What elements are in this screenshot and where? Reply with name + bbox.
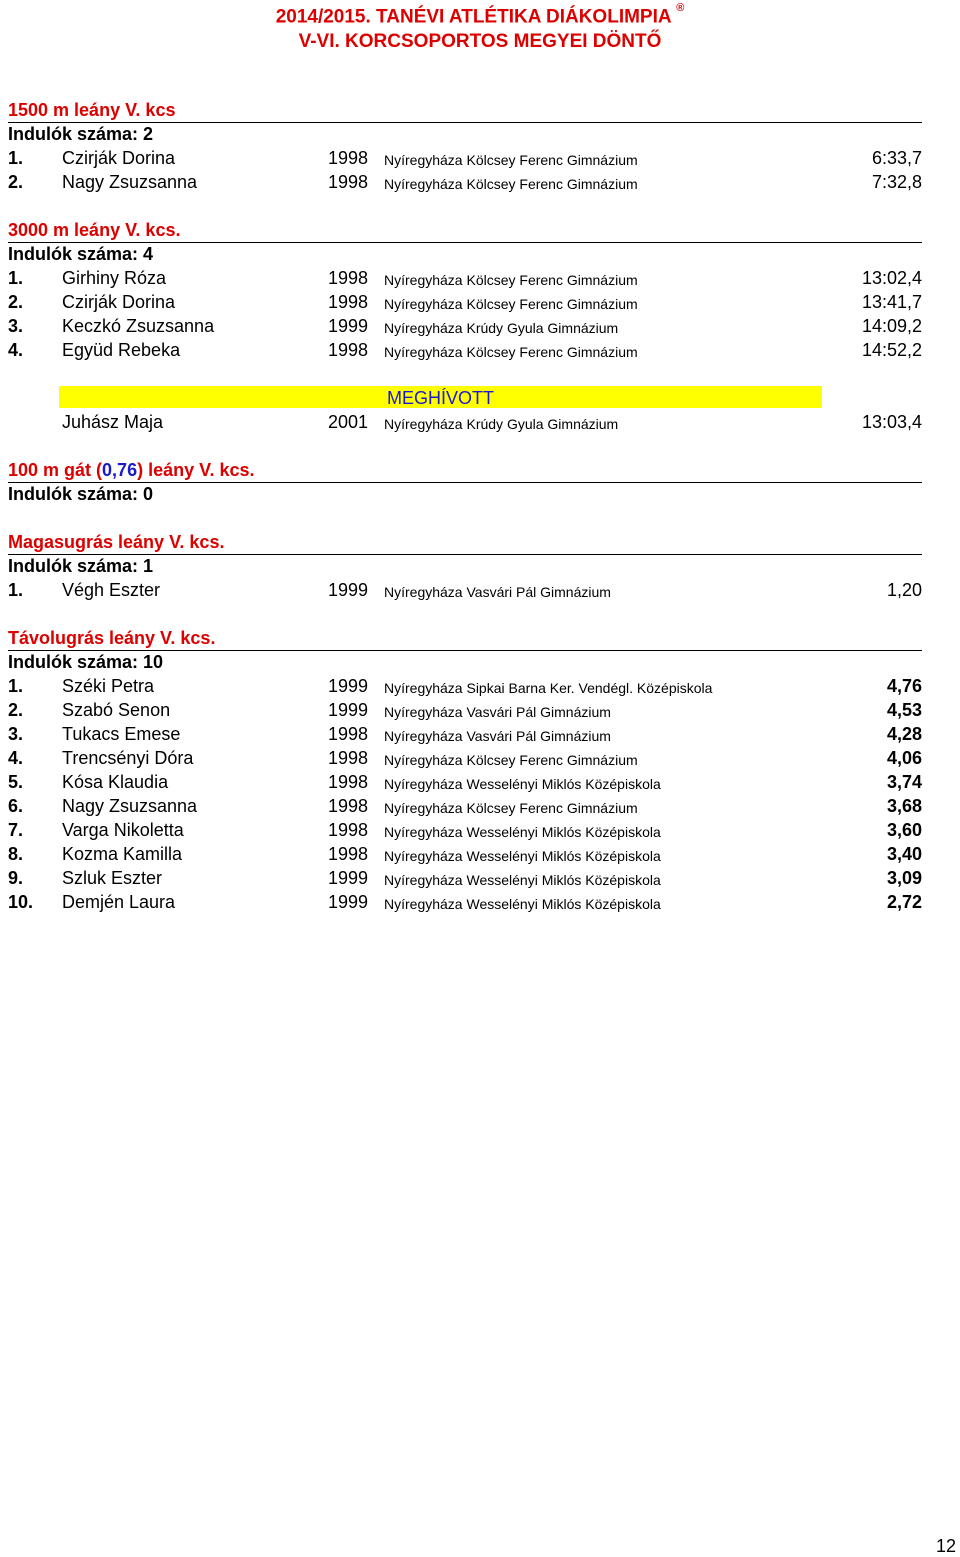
birth-year: 1998 [328,796,369,816]
rank-number: 2. [8,172,24,192]
result-value: 4,28 [886,724,922,744]
entrant-count: Indulók száma: 4 [8,242,922,266]
section-1500m [8,98,922,194]
athlete-name: Együd Rebeka [62,340,181,360]
result-row [8,866,922,890]
athlete-name: Keczkó Zsuzsanna [62,316,215,336]
school-name: Nyíregyháza Wesselényi Miklós Középiskola [384,872,661,888]
school-name: Nyíregyháza Vasvári Pál Gimnázium [384,704,611,720]
result-value: 4,53 [886,700,922,720]
entrant-count: Indulók száma: 1 [8,554,922,578]
section-title: 3000 m leány V. kcs. [8,220,181,240]
birth-year: 1998 [328,844,369,864]
birth-year: 1999 [328,892,369,912]
section-long-jump [8,626,922,914]
athlete-name: Tukacs Emese [62,724,181,744]
athlete-name: Nagy Zsuzsanna [62,172,198,192]
result-value: 1,20 [886,580,922,600]
result-row [8,578,922,602]
result-row [8,722,922,746]
result-value: 3,40 [886,844,922,864]
result-row [8,674,922,698]
result-value: 3,68 [886,796,922,816]
rank-number: 2. [8,292,24,312]
result-row [8,266,922,290]
invited-banner: MEGHÍVOTT [59,386,822,408]
hurdle-height: 0,76 [102,460,138,480]
rank-number: 4. [8,340,24,360]
result-value: 14:52,2 [861,340,922,360]
birth-year: 1998 [328,820,369,840]
school-name: Nyíregyháza Sipkai Barna Ker. Vendégl. Középiskola [384,680,713,696]
birth-year: 2001 [328,412,369,432]
birth-year: 1998 [328,148,369,168]
entrant-count: Indulók száma: 2 [8,122,922,146]
result-row [8,818,922,842]
rank-number: 4. [8,748,24,768]
birth-year: 1998 [328,292,369,312]
athlete-name: Nagy Zsuzsanna [62,796,198,816]
birth-year: 1998 [328,772,369,792]
rank-number: 2. [8,700,24,720]
result-row [8,314,922,338]
athlete-name: Demjén Laura [62,892,176,912]
rank-number: 9. [8,868,24,888]
school-name: Nyíregyháza Kölcsey Ferenc Gimnázium [384,152,638,168]
entrant-count: Indulók száma: 10 [8,650,922,674]
athlete-name: Végh Eszter [62,580,161,600]
rank-number: 1. [8,148,24,168]
result-row [8,890,922,914]
section-100m-hurdles [8,458,922,506]
result-row [8,746,922,770]
birth-year: 1998 [328,724,369,744]
result-value: 13:02,4 [861,268,922,288]
birth-year: 1998 [328,172,369,192]
school-name: Nyíregyháza Kölcsey Ferenc Gimnázium [384,752,638,768]
birth-year: 1999 [328,676,369,696]
school-name: Nyíregyháza Wesselényi Miklós Középiskola [384,848,661,864]
school-name: Nyíregyháza Vasvári Pál Gimnázium [384,728,611,744]
athlete-name: Czirják Dorina [62,148,176,168]
section-title: 1500 m leány V. kcs [8,100,176,120]
result-value: 13:03,4 [861,412,922,432]
school-name: Nyíregyháza Kölcsey Ferenc Gimnázium [384,272,638,288]
result-row [8,410,922,434]
registered-mark: ® [676,2,685,14]
rank-number: 1. [8,580,24,600]
athlete-name: Kozma Kamilla [62,844,183,864]
athlete-name: Trencsényi Dóra [62,748,194,768]
rank-number: 8. [8,844,24,864]
section-title: Távolugrás leány V. kcs. [8,628,216,648]
result-value: 6:33,7 [871,148,922,168]
result-row [8,698,922,722]
athlete-name: Szluk Eszter [62,868,163,888]
section-title: Magasugrás leány V. kcs. [8,532,225,552]
athlete-name: Czirják Dorina [62,292,176,312]
result-row [8,338,922,362]
result-value: 4,06 [886,748,922,768]
section-3000m [8,218,922,362]
result-value: 13:41,7 [861,292,922,312]
school-name: Nyíregyháza Kölcsey Ferenc Gimnázium [384,344,638,360]
rank-number: 1. [8,676,24,696]
school-name: Nyíregyháza Wesselényi Miklós Középiskola [384,776,661,792]
result-row [8,770,922,794]
result-value: 2,72 [886,892,922,912]
school-name: Nyíregyháza Kölcsey Ferenc Gimnázium [384,176,638,192]
school-name: Nyíregyháza Wesselényi Miklós Középiskola [384,896,661,912]
result-row [8,170,922,194]
result-value: 7:32,8 [871,172,922,192]
school-name: Nyíregyháza Krúdy Gyula Gimnázium [384,320,619,336]
result-row [8,290,922,314]
result-value: 14:09,2 [861,316,922,336]
school-name: Nyíregyháza Kölcsey Ferenc Gimnázium [384,800,638,816]
invited-row [8,410,922,434]
birth-year: 1998 [328,268,369,288]
athlete-name: Kósa Klaudia [62,772,169,792]
rank-number: 3. [8,724,24,744]
result-value: 3,09 [886,868,922,888]
birth-year: 1999 [328,700,369,720]
section-title: 100 m gát (0,76) leány V. kcs. [8,460,255,480]
result-value: 3,60 [886,820,922,840]
result-value: 3,74 [886,772,922,792]
birth-year: 1999 [328,580,369,600]
document-title: 2014/2015. TANÉVI ATLÉTIKA DIÁKOLIMPIA ® [275,2,685,28]
result-row [8,842,922,866]
document-subtitle: V-VI. KORCSOPORTOS MEGYEI DÖNTŐ [298,31,662,52]
result-row [8,794,922,818]
rank-number: 5. [8,772,24,792]
school-name: Nyíregyháza Vasvári Pál Gimnázium [384,584,611,600]
birth-year: 1998 [328,340,369,360]
birth-year: 1999 [328,316,369,336]
school-name: Nyíregyháza Wesselényi Miklós Középiskola [384,824,661,840]
birth-year: 1999 [328,868,369,888]
school-name: Nyíregyháza Kölcsey Ferenc Gimnázium [384,296,638,312]
result-value: 4,76 [886,676,922,696]
athlete-name: Varga Nikoletta [62,820,184,840]
entrant-count: Indulók száma: 0 [8,482,922,506]
athlete-name: Szabó Senon [62,700,171,720]
rank-number: 1. [8,268,24,288]
athlete-name: Széki Petra [62,676,155,696]
athlete-name: Juhász Maja [62,412,164,432]
school-name: Nyíregyháza Krúdy Gyula Gimnázium [384,416,619,432]
rank-number: 7. [8,820,24,840]
birth-year: 1998 [328,748,369,768]
rank-number: 3. [8,316,24,336]
rank-number: 10. [8,892,34,912]
athlete-name: Girhiny Róza [62,268,167,288]
result-row [8,146,922,170]
rank-number: 6. [8,796,24,816]
page-number: 12 [935,1536,956,1556]
section-high-jump [8,530,922,602]
